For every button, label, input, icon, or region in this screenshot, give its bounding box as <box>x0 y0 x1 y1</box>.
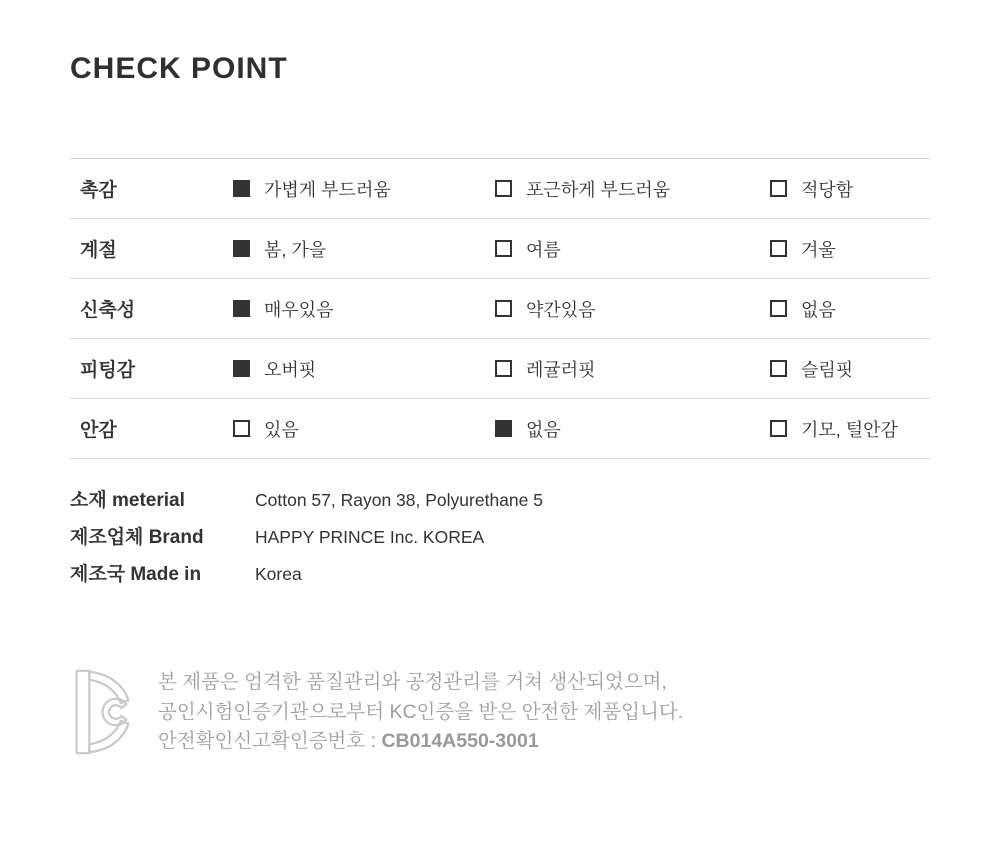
detail-value: HAPPY PRINCE Inc. KOREA <box>255 527 485 547</box>
spec-option-label: 기모, 털안감 <box>801 419 898 440</box>
certification-number-label: 안전확인신고확인증번호 : <box>158 730 382 752</box>
spec-table <box>70 158 930 459</box>
spec-option <box>495 416 770 442</box>
checkbox-icon <box>770 360 787 377</box>
spec-option <box>233 296 495 322</box>
checkbox-icon <box>495 180 512 197</box>
certification-line-1: 본 제품은 엄격한 품질관리와 공정관리를 거쳐 생산되었으며, <box>158 671 667 693</box>
detail-value: Korea <box>255 564 302 584</box>
spec-option-label: 포근하게 부드러움 <box>526 179 671 200</box>
checkbox-icon <box>770 300 787 317</box>
checkbox-icon <box>495 360 512 377</box>
spec-option-label: 적당함 <box>801 179 854 200</box>
spec-option <box>495 236 770 262</box>
spec-row-season <box>70 219 930 279</box>
spec-option <box>495 176 770 202</box>
spec-row-elasticity <box>70 279 930 339</box>
product-details <box>70 482 543 593</box>
certification-line-3 <box>158 727 683 757</box>
spec-row-label: 신축성 <box>80 300 136 321</box>
spec-row-label: 피팅감 <box>80 360 136 381</box>
certification-block <box>70 663 683 761</box>
checkbox-icon <box>233 240 250 257</box>
detail-row-madein <box>70 556 543 593</box>
spec-option <box>233 416 495 442</box>
spec-option <box>770 176 930 202</box>
detail-label: 소재 meterial <box>70 490 185 511</box>
spec-option <box>495 356 770 382</box>
spec-option <box>233 236 495 262</box>
spec-option-label: 약간있음 <box>526 299 596 320</box>
detail-value: Cotton 57, Rayon 38, Polyurethane 5 <box>255 490 543 510</box>
spec-option <box>233 176 495 202</box>
spec-option <box>770 356 930 382</box>
certification-number: CB014A550-3001 <box>381 730 539 752</box>
checkbox-icon <box>495 300 512 317</box>
spec-row-touch <box>70 159 930 219</box>
spec-option-label: 오버핏 <box>264 359 317 380</box>
spec-option-label: 슬림핏 <box>801 359 854 380</box>
spec-option <box>233 356 495 382</box>
checkbox-icon <box>233 300 250 317</box>
spec-option-label: 없음 <box>801 299 836 320</box>
spec-row-label: 촉감 <box>80 180 117 201</box>
spec-row-lining <box>70 399 930 459</box>
spec-option-label: 겨울 <box>801 239 836 260</box>
detail-label: 제조업체 Brand <box>70 527 204 548</box>
spec-option-label: 있음 <box>264 419 299 440</box>
checkbox-icon <box>770 240 787 257</box>
spec-row-fit <box>70 339 930 399</box>
checkbox-icon <box>233 360 250 377</box>
spec-option-label: 레귤러핏 <box>526 359 596 380</box>
checkbox-icon <box>233 420 250 437</box>
spec-row-label: 안감 <box>80 420 117 441</box>
spec-option <box>770 416 930 442</box>
spec-option-label: 없음 <box>526 419 561 440</box>
detail-label: 제조국 Made in <box>70 564 202 585</box>
spec-option-label: 여름 <box>526 239 561 260</box>
checkbox-icon <box>233 180 250 197</box>
spec-option-label: 봄, 가을 <box>264 239 327 260</box>
spec-option-label: 매우있음 <box>264 299 334 320</box>
spec-row-label: 계절 <box>80 240 117 261</box>
checkbox-icon <box>495 240 512 257</box>
spec-option <box>770 236 930 262</box>
detail-row-brand <box>70 519 543 556</box>
kc-certification-mark-icon <box>70 663 140 761</box>
page-title: CHECK POINT <box>70 52 288 85</box>
detail-row-material <box>70 482 543 519</box>
spec-option <box>495 296 770 322</box>
certification-line-2: 공인시험인증기관으로부터 KC인증을 받은 안전한 제품입니다. <box>158 700 684 723</box>
checkbox-icon <box>770 180 787 197</box>
checkbox-icon <box>770 420 787 437</box>
spec-option <box>770 296 930 322</box>
certification-text <box>158 663 683 757</box>
checkbox-icon <box>495 420 512 437</box>
spec-option-label: 가볍게 부드러움 <box>264 179 391 200</box>
